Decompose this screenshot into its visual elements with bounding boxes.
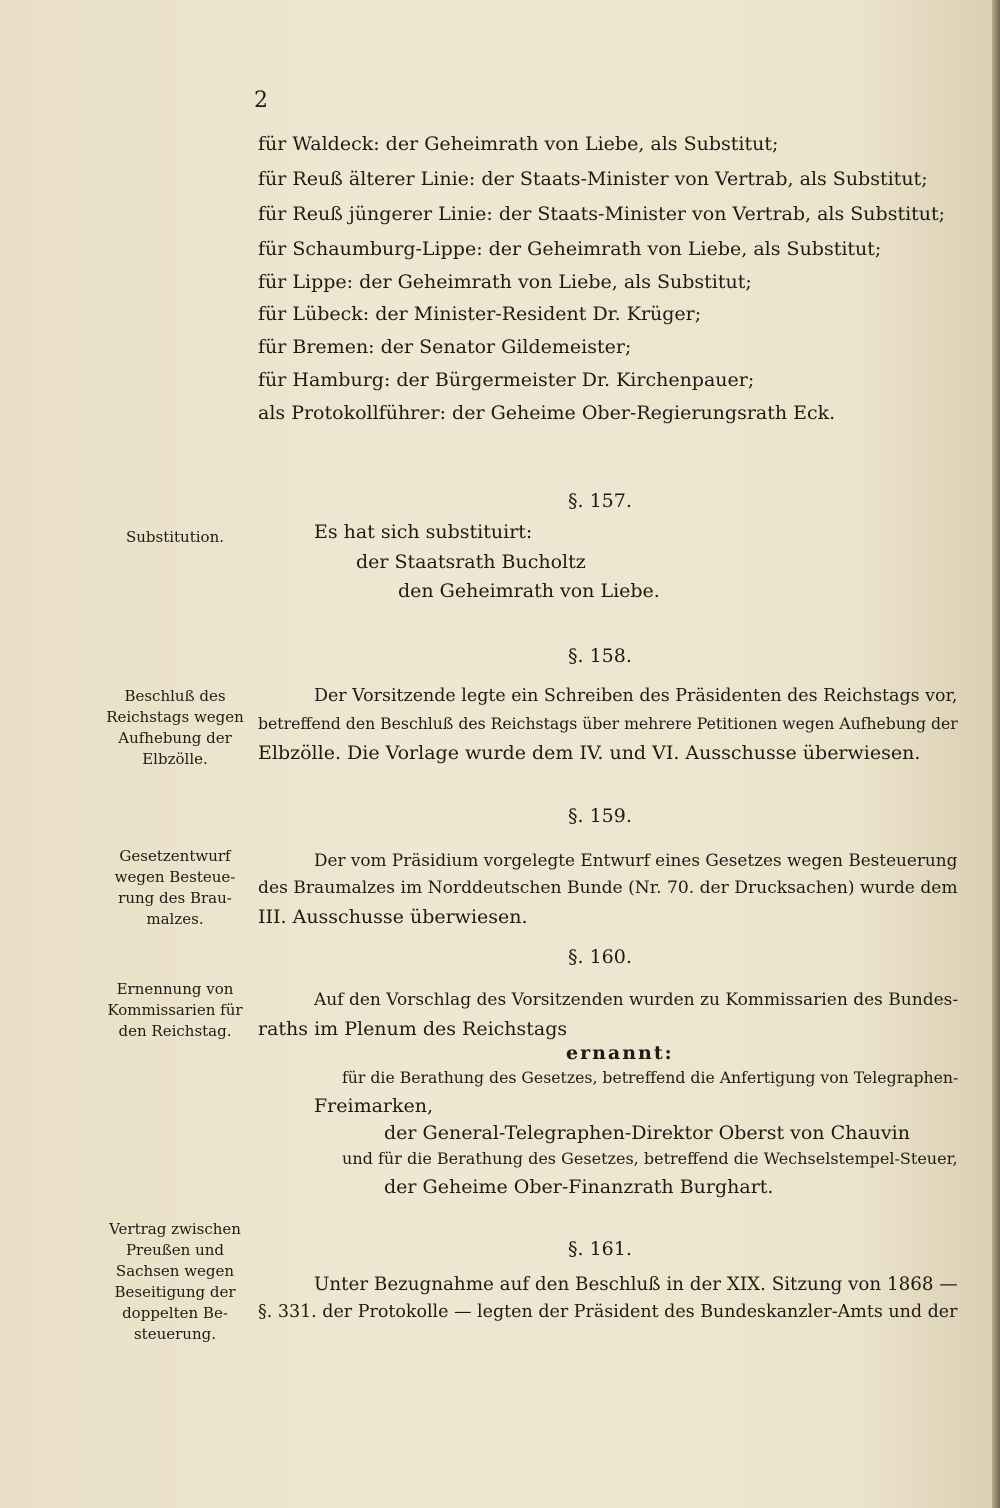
margin-line: steuerung. (133, 1325, 216, 1343)
margin-note (100, 846, 250, 930)
margin-line: rung des Brau- (118, 889, 232, 907)
section-line: der General-Telegraphen-Direktor Oberst von Chauvin (384, 1122, 910, 1144)
section-line: Freimarken, (314, 1095, 434, 1117)
section-line: Elbzölle. Die Vorlage wurde dem IV. und VI. Ausschusse überwiesen. (258, 742, 921, 764)
margin-line: Substitution. (125, 528, 225, 546)
section-line: §. 331. der Protokolle — legten der Präsident des Bundeskanzler-Amts und der (258, 1302, 958, 1322)
margin-line: den Reichstag. (118, 1022, 232, 1040)
header-line: für Hamburg: der Bürgermeister Dr. Kirchenpauer; (258, 369, 755, 391)
margin-line: Kommissarien für (107, 1001, 243, 1019)
section-number: §. 160. (568, 946, 632, 968)
header-line: für Schaumburg-Lippe: der Geheimrath von Liebe, als Substitut; (258, 238, 882, 260)
page-edge-shadow (992, 0, 1000, 1508)
header-line: als Protokollführer: der Geheime Ober-Regierungsrath Eck. (258, 402, 836, 424)
margin-note (100, 979, 250, 1042)
margin-line: Sachsen wegen (115, 1262, 235, 1280)
margin-note (100, 527, 250, 548)
margin-line: wegen Besteue- (114, 868, 236, 886)
margin-line: Beseitigung der (114, 1283, 236, 1301)
section-line: betreffend den Beschluß des Reichstags über mehrere Petitionen wegen Aufhebung der (258, 714, 958, 733)
header-line: für Lübeck: der Minister-Resident Dr. Krüger; (258, 303, 702, 325)
section-line: des Braumalzes im Norddeutschen Bunde (Nr. 70. der Drucksachen) wurde dem (258, 878, 958, 898)
margin-line: Ernennung von (116, 980, 234, 998)
header-line: für Waldeck: der Geheimrath von Liebe, als Substitut; (258, 133, 779, 155)
section-line: der Geheime Ober-Finanzrath Burghart. (384, 1176, 774, 1198)
margin-line: Gesetzentwurf (119, 847, 231, 865)
section-line: raths im Plenum des Reichstags (258, 1018, 568, 1040)
margin-note (100, 1219, 250, 1345)
section-line: für die Berathung des Gesetzes, betreffend die Anfertigung von Telegraphen- (342, 1068, 959, 1087)
header-line: für Lippe: der Geheimrath von Liebe, als Substitut; (258, 271, 752, 293)
section-number: §. 159. (568, 805, 632, 827)
margin-line: Preußen und (125, 1241, 225, 1259)
section-line: und für die Berathung des Gesetzes, betreffend die Wechselstempel-Steuer, (342, 1149, 958, 1168)
margin-line: Beschluß des (124, 687, 226, 705)
header-line: für Reuß jüngerer Linie: der Staats-Minister von Vertrab, als Substitut; (258, 203, 946, 225)
margin-line: Vertrag zwischen (109, 1220, 241, 1238)
section-line: den Geheimrath von Liebe. (398, 580, 660, 602)
margin-line: Reichstags wegen (106, 708, 244, 726)
section-line-emphasis: ernannt: (566, 1042, 674, 1064)
section-line: Unter Bezugnahme auf den Beschluß in der XIX. Sitzung von 1868 — (314, 1274, 958, 1295)
section-line: der Staatsrath Bucholtz (356, 551, 586, 573)
margin-line: malzes. (146, 910, 204, 928)
section-line: III. Ausschusse überwiesen. (258, 906, 528, 928)
section-number: §. 157. (568, 490, 632, 512)
section-number: §. 161. (568, 1238, 632, 1260)
margin-line: doppelten Be- (122, 1304, 228, 1322)
section-line: Der vom Präsidium vorgelegte Entwurf eines Gesetzes wegen Besteuerung (314, 850, 958, 870)
section-line: Der Vorsitzende legte ein Schreiben des Präsidenten des Reichstags vor, (314, 686, 958, 706)
margin-line: Aufhebung der (118, 729, 232, 747)
page-number: 2 (254, 88, 268, 113)
header-line: für Bremen: der Senator Gildemeister; (258, 336, 632, 358)
section-line: Auf den Vorschlag des Vorsitzenden wurden zu Kommissarien des Bundes- (314, 990, 959, 1010)
margin-note (100, 686, 250, 770)
margin-line: Elbzölle. (142, 750, 208, 768)
section-line: Es hat sich substituirt: (314, 521, 533, 543)
header-line: für Reuß älterer Linie: der Staats-Minister von Vertrab, als Substitut; (258, 168, 928, 190)
section-number: §. 158. (568, 645, 632, 667)
